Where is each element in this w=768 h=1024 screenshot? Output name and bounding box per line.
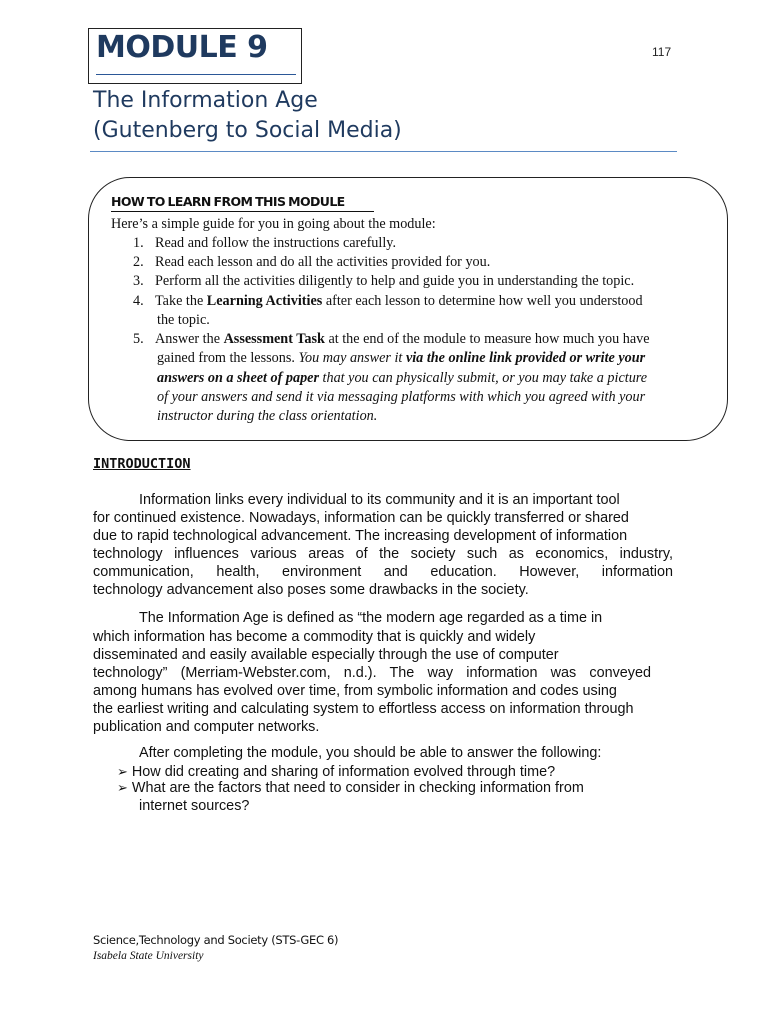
paragraph-line: the earliest writing and calculating system to effortless access on information through <box>93 701 634 717</box>
introduction-heading: INTRODUCTION <box>93 456 191 472</box>
question-item: ➢ What are the factors that need to consider in checking information from <box>117 780 584 796</box>
paragraph-line: for continued existence. Nowadays, information can be quickly transferred or shared <box>93 510 629 526</box>
title-divider <box>90 151 677 152</box>
arrow-bullet-icon: ➢ <box>117 780 128 795</box>
footer-university: Isabela State University <box>93 950 204 962</box>
guide-item: 2. Read each lesson and do all the activities provided for you. <box>133 254 491 270</box>
guide-item: 1. Read and follow the instructions carefully. <box>133 235 396 251</box>
module-underline <box>96 74 296 75</box>
guide-item-continued: gained from the lessons. You may answer it via the online link provided or write your <box>157 350 646 366</box>
guide-item-continued: of your answers and send it via messaging platforms with which you agreed with your <box>157 389 646 405</box>
paragraph-line: Information links every individual to its community and it is an important tool <box>139 492 620 508</box>
guide-item: 4. Take the Learning Activities after each lesson to determine how well you understood <box>133 293 643 309</box>
guide-item: 5. Answer the Assessment Task at the end of the module to measure how much you have <box>133 331 650 347</box>
paragraph-line: due to rapid technological advancement. The increasing development of information <box>93 528 628 544</box>
paragraph-line: After completing the module, you should be able to answer the following: <box>139 745 602 761</box>
paragraph-line: which information has become a commodity that is quickly and widely <box>93 629 536 645</box>
paragraph-line: publication and computer networks. <box>93 719 320 735</box>
guide-item-continued: the topic. <box>157 312 210 328</box>
footer-course: Science,Technology and Society (STS-GEC 6) <box>93 933 339 947</box>
paragraph-line: technology advancement also poses some drawbacks in the society. <box>93 582 529 598</box>
arrow-bullet-icon: ➢ <box>117 764 128 779</box>
guide-item: 3. Perform all the activities diligently to help and guide you in understanding the topic. <box>133 273 635 289</box>
page-title-line2: (Gutenberg to Social Media) <box>93 118 402 143</box>
paragraph-line: technology” (Merriam-Webster.com, n.d.). The way information was conveyed <box>93 665 651 681</box>
question-item: ➢ How did creating and sharing of information evolved through time? <box>117 764 556 780</box>
page-title-line1: The Information Age <box>93 88 318 113</box>
guide-intro: Here’s a simple guide for you in going about the module: <box>111 216 436 232</box>
guide-item-continued: instructor during the class orientation. <box>157 408 378 424</box>
paragraph-line: communication, health, environment and education. However, information <box>93 564 673 580</box>
page-number: 117 <box>652 45 672 59</box>
module-label: MODULE 9 <box>96 30 268 65</box>
paragraph-line: disseminated and easily available especially through the use of computer <box>93 647 559 663</box>
guide-heading: HOW TO LEARN FROM THIS MODULE <box>111 194 345 209</box>
paragraph-line: technology influences various areas of the society such as economics, industry, <box>93 546 673 562</box>
paragraph-line: The Information Age is defined as “the modern age regarded as a time in <box>139 610 603 626</box>
guide-heading-underline <box>111 211 374 212</box>
guide-item-continued: answers on a sheet of paper that you can physically submit, or you may take a picture <box>157 370 648 386</box>
paragraph-line: among humans has evolved over time, from symbolic information and codes using <box>93 683 617 699</box>
question-item-continued: internet sources? <box>139 798 250 814</box>
